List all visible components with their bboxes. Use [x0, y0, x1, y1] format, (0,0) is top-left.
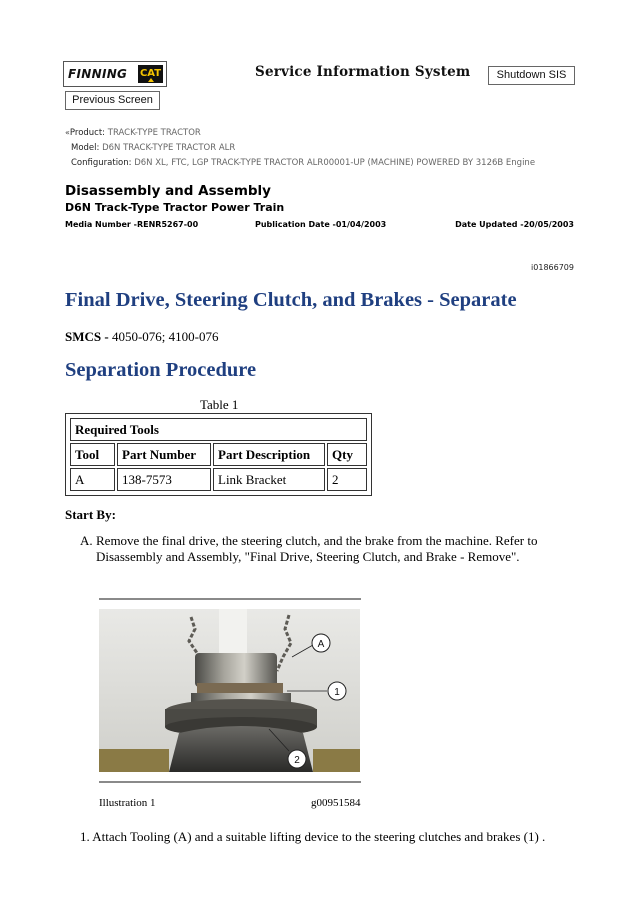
start-by-step	[80, 533, 560, 565]
cell-part-number: 138-7573	[117, 468, 211, 491]
product-label: Product:	[69, 128, 106, 138]
smcs-line	[65, 329, 218, 345]
product-value: TRACK-TYPE TRACTOR	[107, 128, 201, 138]
illustration-caption: Illustration 1	[99, 797, 156, 809]
callout-1-label: 1	[334, 687, 340, 698]
document-id: i01866709	[531, 263, 574, 272]
collapse-chevron-icon[interactable]: «	[65, 128, 70, 137]
cat-logo-badge: CAT	[138, 65, 163, 83]
step-1-text: Attach Tooling (A) and a suitable lifting device to the steering clutches and brakes (1) .	[92, 829, 546, 844]
procedure-step-1	[80, 829, 545, 845]
model-line	[71, 143, 235, 153]
subject-heading: D6N Track-Type Tractor Power Train	[65, 201, 285, 214]
step-text: Remove the final drive, the steering clutch, and the brake from the machine. Refer to Disassembly and Assembly, "Final Drive, Steering Clutch, and Brake - Remove".	[96, 533, 538, 564]
column-header-tool: Tool	[70, 443, 115, 466]
illustration-bottom-rule	[99, 781, 361, 783]
date-updated: Date Updated -20/05/2003	[455, 220, 574, 229]
step-1-label: 1.	[80, 829, 90, 844]
configuration-label: Configuration:	[71, 158, 132, 168]
product-line	[65, 128, 201, 138]
column-header-part-number: Part Number	[117, 443, 211, 466]
required-tools-table	[65, 413, 372, 496]
model-value: D6N TRACK-TYPE TRACTOR ALR	[102, 143, 236, 153]
procedure-title: Separation Procedure	[65, 359, 257, 381]
publication-date: Publication Date -01/04/2003	[255, 220, 387, 229]
illustration-top-rule	[99, 598, 361, 600]
cell-qty: 2	[327, 468, 367, 491]
table-caption: Table 1	[200, 397, 239, 412]
media-number: Media Number -RENR5267-00	[65, 220, 199, 229]
model-label: Model:	[71, 143, 100, 153]
callout-2-label: 2	[294, 755, 300, 766]
start-by-label: Start By:	[65, 507, 116, 522]
table-row	[70, 468, 367, 491]
configuration-value: D6N XL, FTC, LGP TRACK-TYPE TRACTOR ALR00001-UP (MACHINE) POWERED BY 3126B Engine	[134, 158, 536, 168]
smcs-value: 4050-076; 4100-076	[108, 329, 219, 344]
shutdown-sis-button[interactable]: Shutdown SIS	[488, 66, 575, 85]
cell-tool: A	[70, 468, 115, 491]
illustration-photo	[99, 609, 360, 772]
configuration-line	[71, 158, 535, 168]
finning-logo-text: FINNING	[68, 67, 128, 81]
step-label: A.	[80, 533, 93, 548]
column-header-part-description: Part Description	[213, 443, 325, 466]
system-title: Service Information System	[255, 64, 471, 80]
column-header-qty: Qty	[327, 443, 367, 466]
table-title: Required Tools	[70, 418, 367, 441]
previous-screen-button[interactable]: Previous Screen	[65, 91, 160, 110]
finning-cat-logo	[63, 61, 167, 87]
cell-part-description: Link Bracket	[213, 468, 325, 491]
section-heading: Disassembly and Assembly	[65, 183, 271, 199]
page-title: Final Drive, Steering Clutch, and Brakes - Separate	[65, 289, 517, 311]
callout-a-label: A	[317, 639, 325, 650]
illustration-id: g00951584	[311, 797, 361, 809]
smcs-label: SMCS -	[65, 329, 109, 344]
